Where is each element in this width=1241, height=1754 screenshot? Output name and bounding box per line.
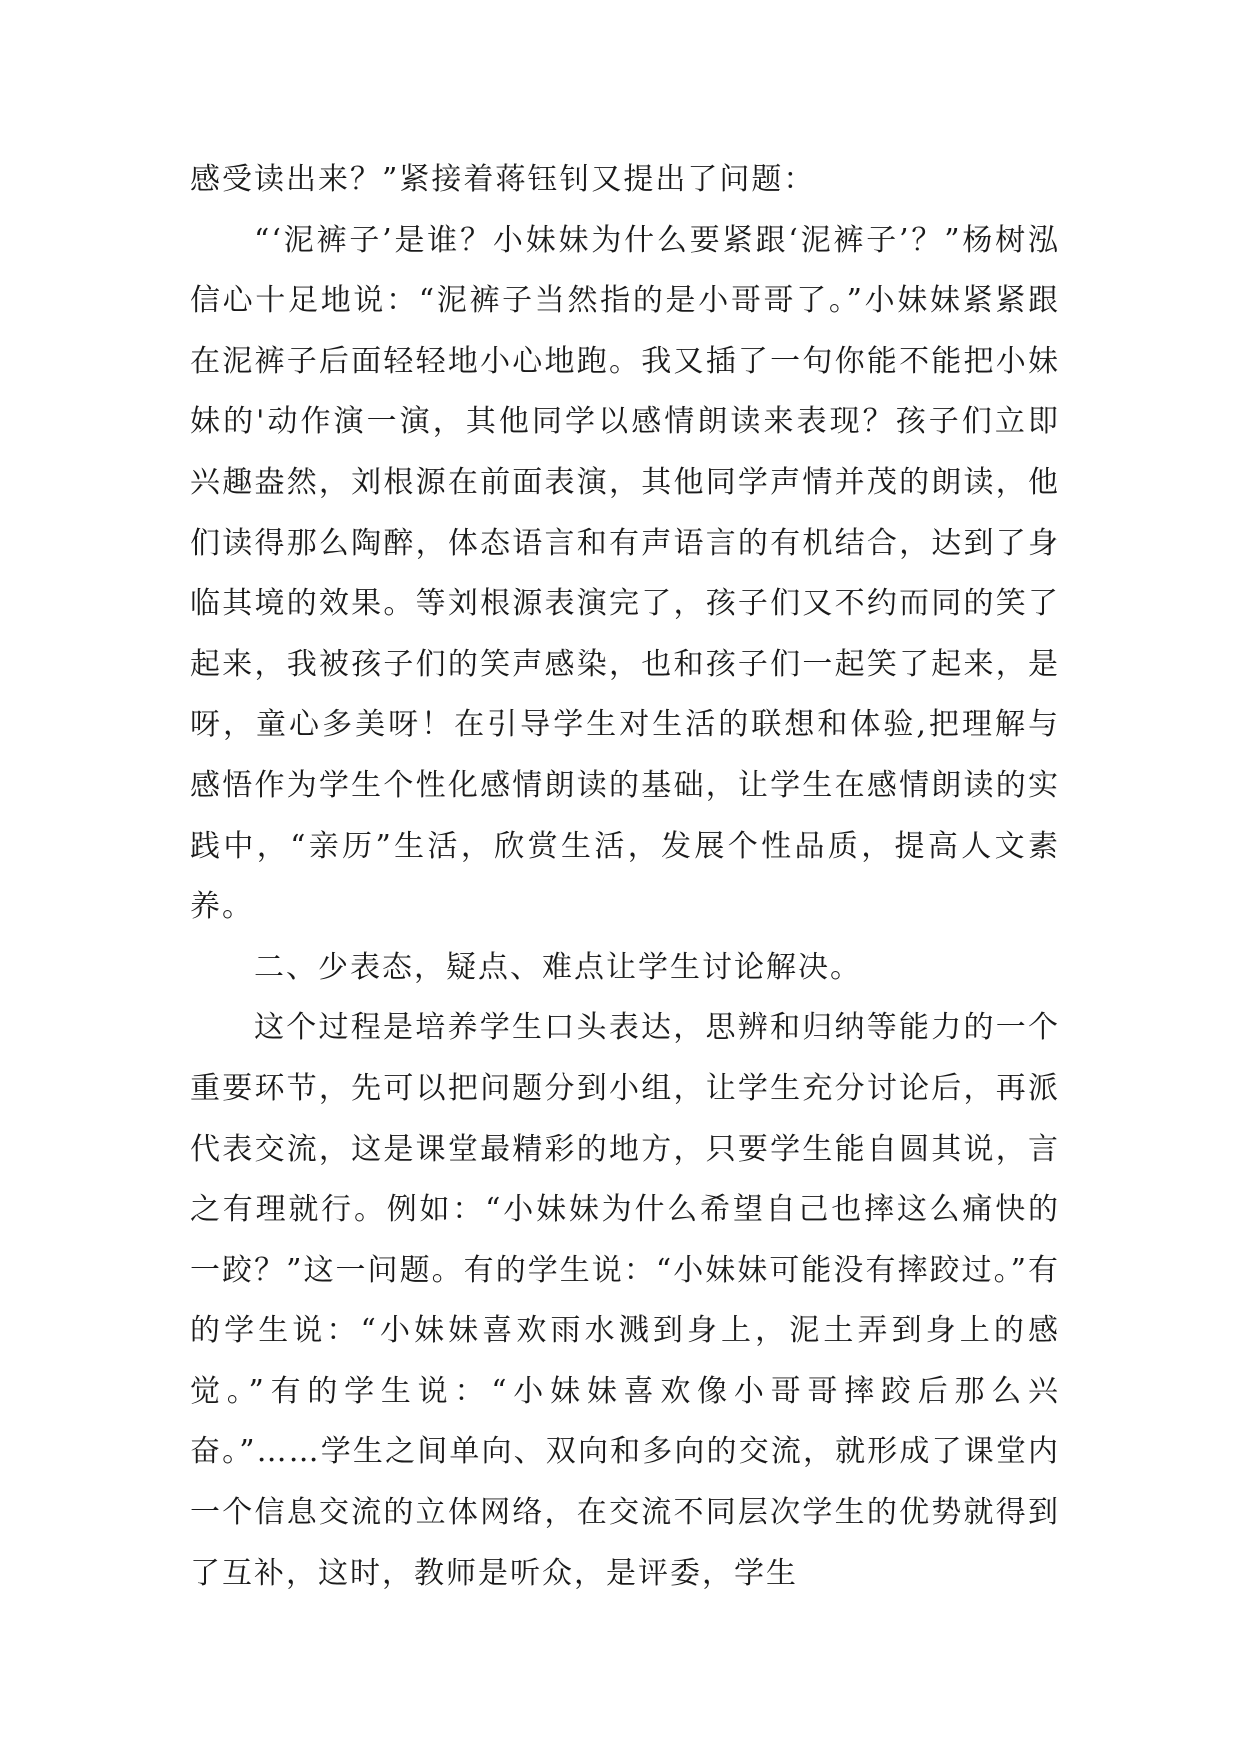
paragraph-reading-practice: “‘泥裤子’是谁？小妹妹为什么要紧跟‘泥裤子’？”杨树泓信心十足地说：“泥裤子当然指的是小哥哥了。”小妹妹紧紧跟在泥裤子后面轻轻地小心地跑。我又插了一句你能不能把小妹妹的'动作演一演，其他同学以感情朗读来表现？孩子们立即兴趣盎然，刘根源在前面表演，其他同学声情并茂的朗读，他们读得那么陶醉，体态语言和有声语言的有机结合，达到了身临其境的效果。等刘根源表演完了，孩子们又不约而同的笑了起来，我被孩子们的笑声感染，也和孩子们一起笑了起来，是呀，童心多美呀！在引导学生对生活的联想和体验,把理解与感悟作为学生个性化感情朗读的基础，让学生在感情朗读的实践中，“亲历”生活，欣赏生活，发展个性品质，提高人文素养。: [190, 222, 1060, 925]
document-page: [190, 150, 1060, 1604]
section-heading-two: 二、少表态，疑点、难点让学生讨论解决。: [254, 949, 862, 985]
paragraph-continuation: 感受读出来？”紧接着蒋钰钊又提出了问题：: [190, 162, 816, 197]
paragraph-discussion: 这个过程是培养学生口头表达，思辨和归纳等能力的一个重要环节，先可以把问题分到小组，让学生充分讨论后，再派代表交流，这是课堂最精彩的地方，只要学生能自圆其说，言之有理就行。例如：“小妹妹为什么希望自己也摔这么痛快的一跤？”这一问题。有的学生说：“小妹妹可能没有摔跤过。”有的学生说：“小妹妹喜欢雨水溅到身上，泥土弄到身上的感觉。”有的学生说：“小妹妹喜欢像小哥哥摔跤后那么兴奋。”……学生之间单向、双向和多向的交流，就形成了课堂内一个信息交流的立体网络，在交流不同层次学生的优势就得到了互补，这时，教师是听众，是评委，学生: [190, 1010, 1060, 1591]
